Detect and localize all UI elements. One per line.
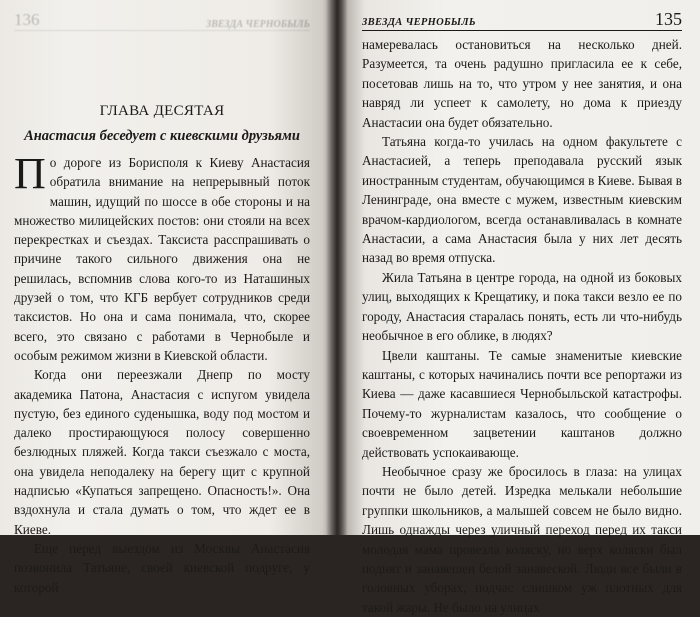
left-body-text: [14, 149, 310, 597]
left-page: [0, 0, 336, 595]
right-paragraph-4: Цвели каштаны. Те самые знаменитые киевские каштаны, с которых начинались почти все репортажи из Киева — даже касавшиеся Чернобыльской катастрофы. Почему-то журналистам казалось, что сообщение о своевременном зацветении каштанов должно действовать успокаивающе.: [362, 347, 682, 460]
drop-cap: П: [14, 149, 46, 198]
right-page-number: 135: [655, 9, 682, 29]
right-page: [336, 0, 700, 615]
book-gutter: [326, 0, 348, 535]
right-paragraph-5: Необычное сразу же бросилось в глаза: на улицах почти не было детей. Изредка мелькали небольшие группки школьников, а малышей совсем не было видно. Лишь однажды через уличный переход перед их такси молодая мама провезла коляску, но верх коляски был поднят и занавешен белой занавеской. Люди все были в головных уборах, подчас слишком уж плотных для такой жары. Не было на улицах: [362, 463, 682, 615]
chapter-title: ГЛАВА ДЕСЯТАЯ: [99, 103, 225, 119]
right-page-header: [362, 0, 682, 31]
bleed-through-area: [14, 37, 310, 95]
right-paragraph-2: Татьяна когда-то училась на одном факультете с Анастасией, а теперь преподавала русский язык иностранным студентам, обучающимся в Киеве. Бывая в Ленинграде, она вместе с мужем, известным киевским врачом-кардиологом, всегда останавливалась в комнате Анастасии, а сама Анастасия была у них лет десять назад во время отпуска.: [362, 134, 682, 266]
chapter-subtitle: Анастасия беседует с киевскими друзьями: [24, 128, 300, 144]
left-paragraph-1: [14, 149, 310, 365]
right-paragraph-3: Жила Татьяна в центре города, на одной из боковых улиц, выходящих к Крещатику, и пока такси везло ее по городу, Анастасия старалась понять, есть ли что-нибудь необычное в его облике, в людях?: [362, 269, 682, 344]
left-paragraph-1-text: о дороге из Борисполя к Киеву Анастасия обратила внимание на непрерывный поток машин, идущий по шоссе в обе стороны и на множество милицейских постов: они стояли на всех перекрестках и съездах. Таксиста расспрашивать о причине такого сильного движения она не решилась, вспомнив слова кого-то из Наташиных друзей о том, что КГБ вербует сотрудников среди таксистов. Но она и сама понимала, что, скорее всего, это связано с работами в Чернобыле и особым режимом жизни в Киевской области.: [14, 155, 310, 363]
left-running-title: ЗВЕЗДА ЧЕРНОБЫЛЬ: [206, 19, 310, 30]
left-page-header: [14, 4, 310, 31]
left-page-number: 136: [14, 10, 40, 29]
right-running-title: ЗВЕЗДА ЧЕРНОБЫЛЬ: [362, 17, 476, 28]
left-paragraph-3: Еще перед выездом из Москвы Анастасия позвонила Татьяне, своей киевской подруге, у которой: [14, 540, 310, 595]
right-body-text: [362, 35, 682, 617]
right-paragraph-1: намеревалась остановиться на несколько дней. Разумеется, та очень радушно пригласила ее к себе, посетовав лишь на то, что утром у нее занятия, и она навряд ли успеет к самолету, но дома к приезду Анастасии она будет обязательно.: [362, 37, 682, 130]
left-paragraph-2: Когда они переезжали Днепр по мосту академика Патона, Анастасия с испугом увидела пустую, без единого суденышка, воду под мостом и далеко простирающуюся полосу совершенно безлюдных пляжей. Когда такси съезжало с моста, она увидела неподалеку на берегу щит с крупной надписью «Купаться запрещено. Опасность!». Она вздохнула и стала думать о том, что ждет ее в Киеве.: [14, 367, 310, 537]
